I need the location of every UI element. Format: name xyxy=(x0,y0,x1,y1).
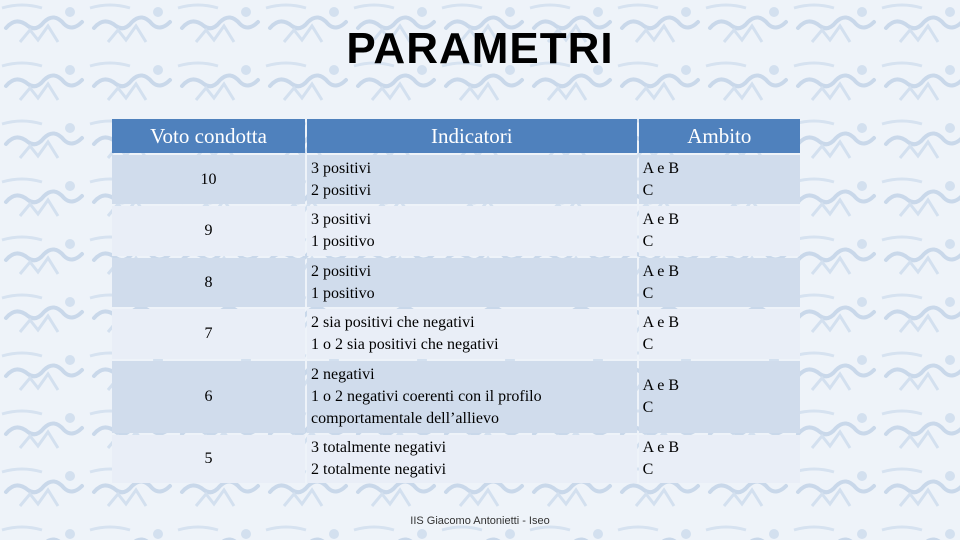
cell-indicatori: 3 positivi 1 positivo xyxy=(307,206,637,256)
cell-indicatori: 2 sia positivi che negativi 1 o 2 sia positivi che negativi xyxy=(307,309,637,359)
header-voto-condotta: Voto condotta xyxy=(112,119,305,153)
table-row xyxy=(112,155,800,204)
cell-ambito: A e B C xyxy=(639,258,800,307)
header-ambito: Ambito xyxy=(639,119,800,153)
cell-ambito: A e B C xyxy=(639,155,800,204)
cell-indicatori: 3 positivi 2 positivi xyxy=(307,155,637,204)
table-header-row xyxy=(112,119,800,153)
cell-ambito: A e B C xyxy=(639,435,800,483)
table-row xyxy=(112,206,800,256)
page-title: PARAMETRI xyxy=(346,24,614,73)
cell-ambito: A e B C xyxy=(639,206,800,256)
cell-ambito: A e B C xyxy=(639,309,800,359)
cell-voto: 10 xyxy=(112,155,305,204)
cell-voto: 8 xyxy=(112,258,305,307)
header-indicatori: Indicatori xyxy=(307,119,637,153)
table-row xyxy=(112,435,800,483)
cell-voto: 9 xyxy=(112,206,305,256)
cell-voto: 5 xyxy=(112,435,305,483)
table-row xyxy=(112,361,800,433)
cell-indicatori: 2 positivi 1 positivo xyxy=(307,258,637,307)
cell-indicatori: 3 totalmente negativi 2 totalmente negativi xyxy=(307,435,637,483)
table-row xyxy=(112,258,800,307)
table-row xyxy=(112,309,800,359)
cell-ambito: A e B C xyxy=(639,361,800,433)
cell-voto: 7 xyxy=(112,309,305,359)
cell-voto: 6 xyxy=(112,361,305,433)
parameters-table xyxy=(110,117,802,485)
cell-indicatori: 2 negativi 1 o 2 negativi coerenti con il profilo comportamentale dell’allievo xyxy=(307,361,637,433)
footer-school-name: IIS Giacomo Antonietti - Iseo xyxy=(410,515,550,527)
